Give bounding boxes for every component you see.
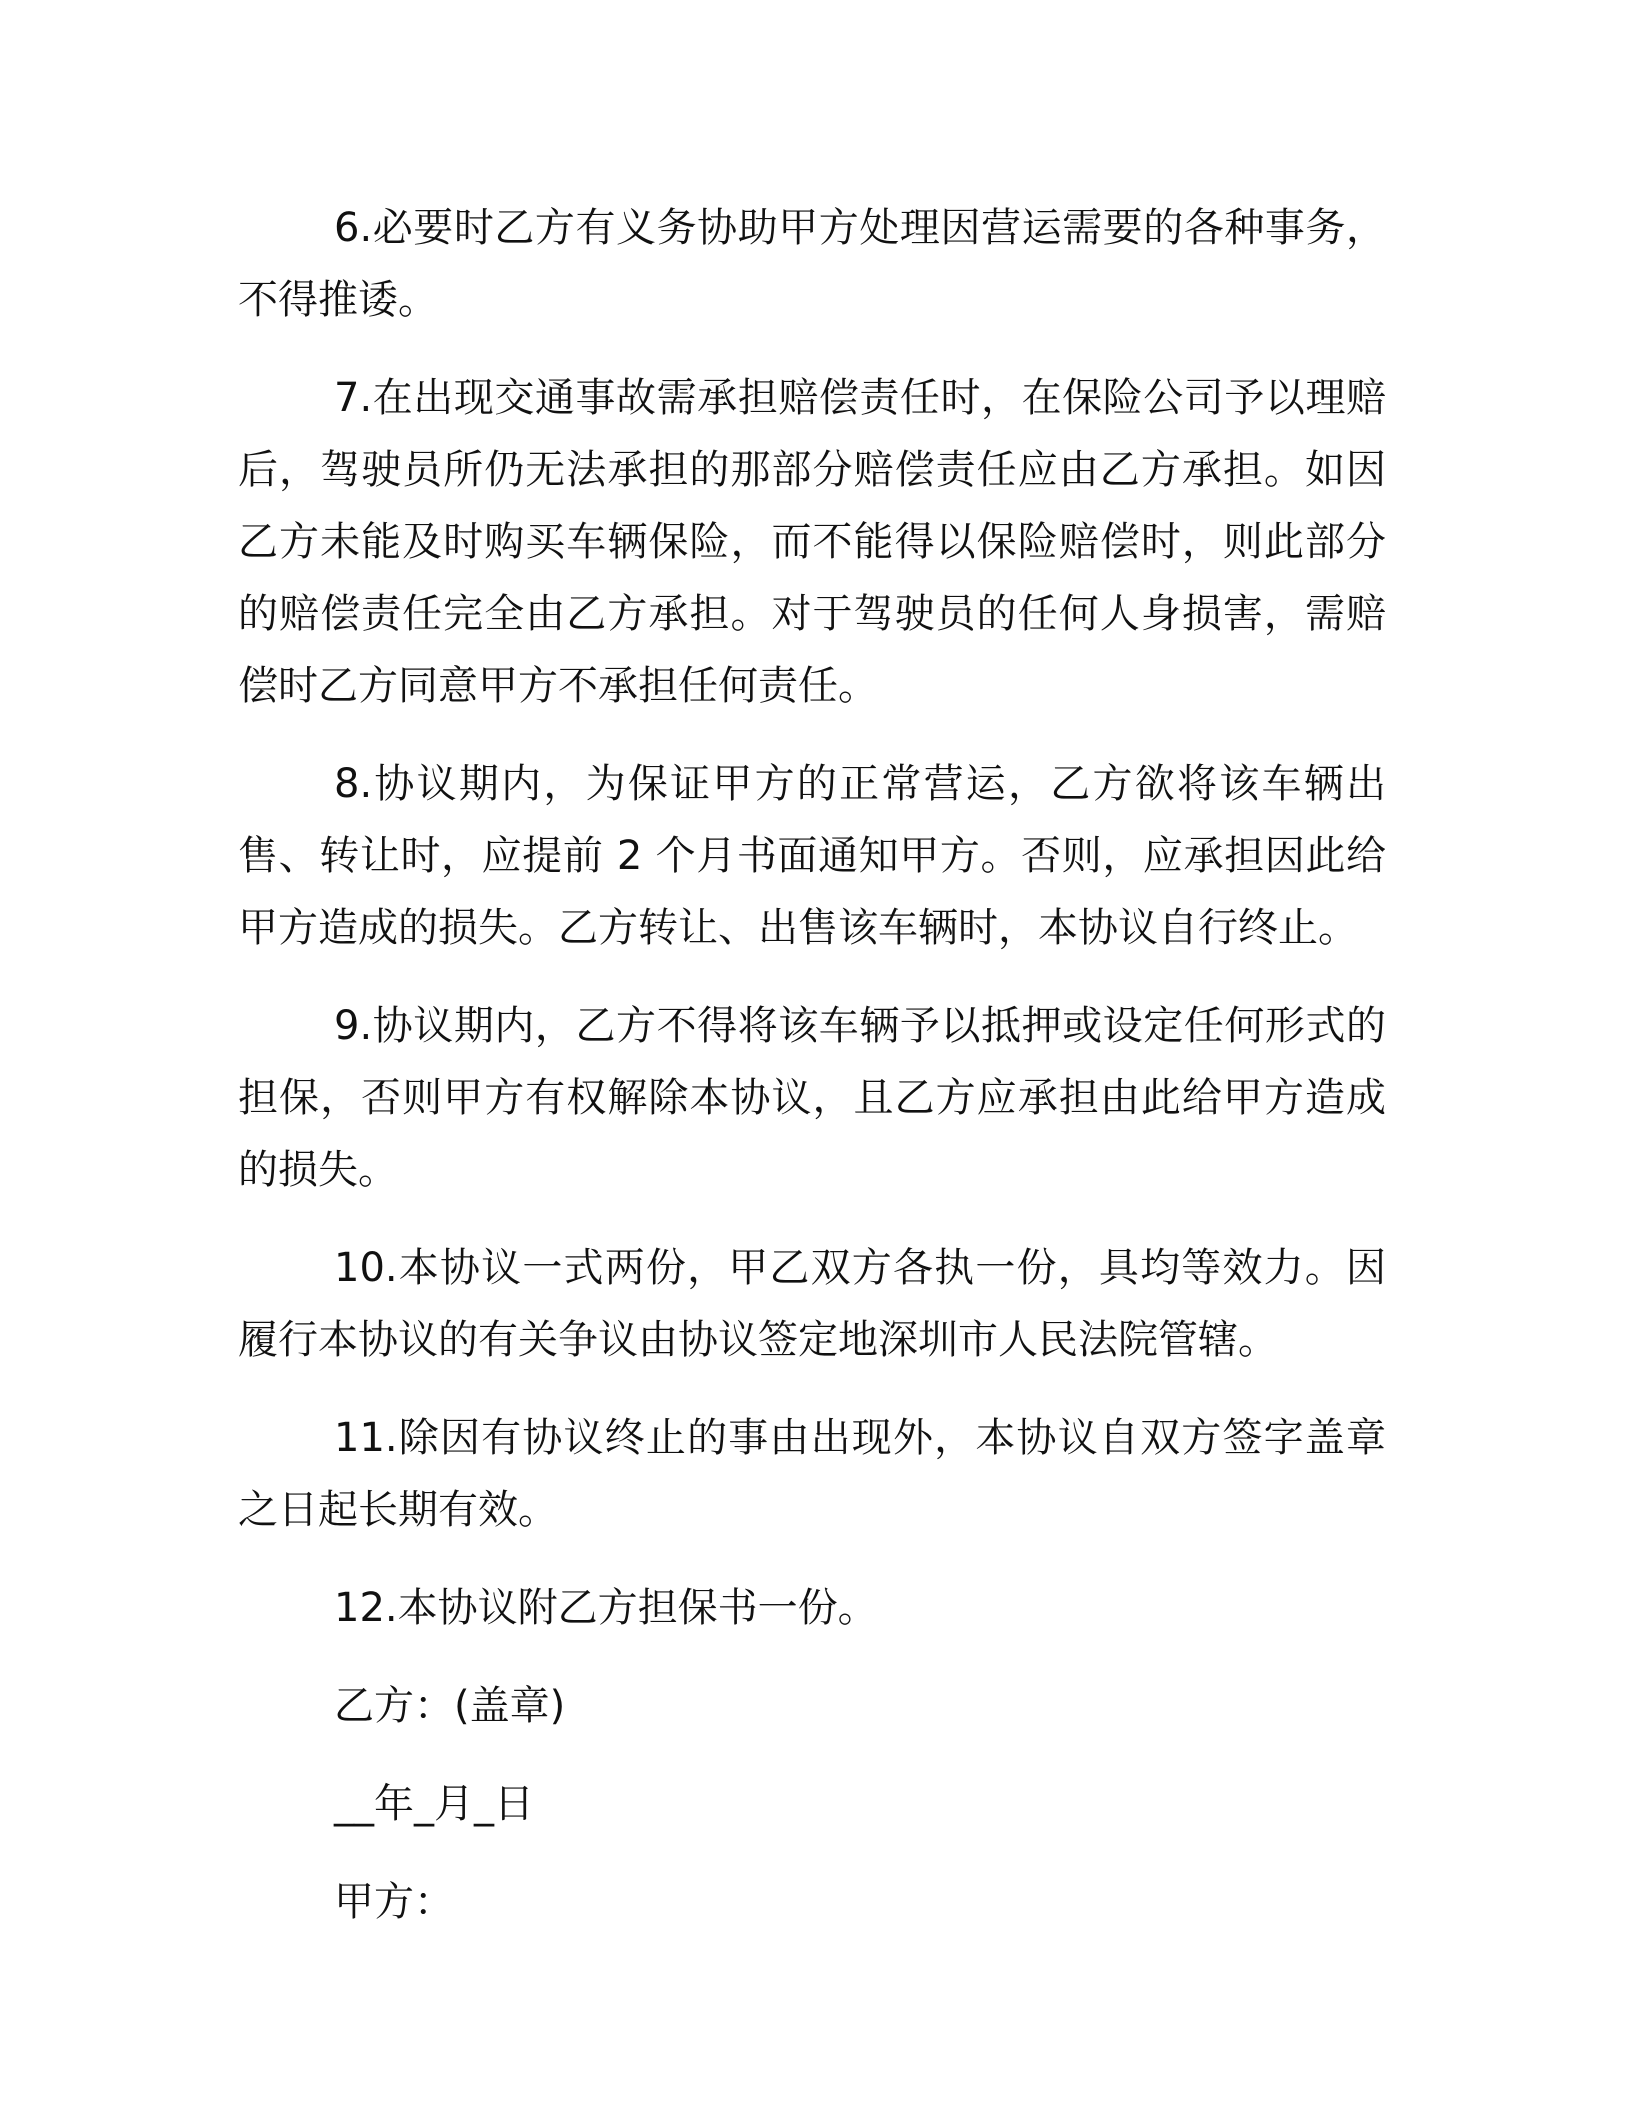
clause-7: 7.在出现交通事故需承担赔偿责任时，在保险公司予以理赔后，驾驶员所仍无法承担的那部分赔偿责任应由乙方承担。如因乙方未能及时购买车辆保险，而不能得以保险赔偿时，则此部分的赔偿责任完全由乙方承担。对于驾驶员的任何人身损害，需赔偿时乙方同意甲方不承担任何责任。	[238, 375, 1386, 709]
clause-6: 6.必要时乙方有义务协助甲方处理因营运需要的各种事务，不得推诿。	[238, 205, 1386, 323]
clause-8: 8.协议期内，为保证甲方的正常营运，乙方欲将该车辆出售、转让时，应提前 2 个月书面通知甲方。否则，应承担因此给甲方造成的损失。乙方转让、出售该车辆时，本协议自行终止。	[238, 761, 1386, 951]
clause-11: 11.除因有协议终止的事由出现外，本协议自双方签字盖章之日起长期有效。	[238, 1415, 1386, 1533]
clause-10: 10.本协议一式两份，甲乙双方各执一份，具均等效力。因履行本协议的有关争议由协议签定地深圳市人民法院管辖。	[238, 1245, 1386, 1363]
clause-9: 9.协议期内，乙方不得将该车辆予以抵押或设定任何形式的担保，否则甲方有权解除本协议，且乙方应承担由此给甲方造成的损失。	[238, 1003, 1386, 1193]
spacer	[238, 1644, 1386, 1670]
document-body	[238, 192, 1386, 1938]
signature-date: __年_月_日	[334, 1781, 534, 1827]
party-a-signature: 甲方：	[334, 1879, 454, 1925]
clause-12: 12.本协议附乙方担保书一份。	[334, 1585, 878, 1631]
party-b-signature: 乙方：(盖章)	[334, 1683, 566, 1729]
